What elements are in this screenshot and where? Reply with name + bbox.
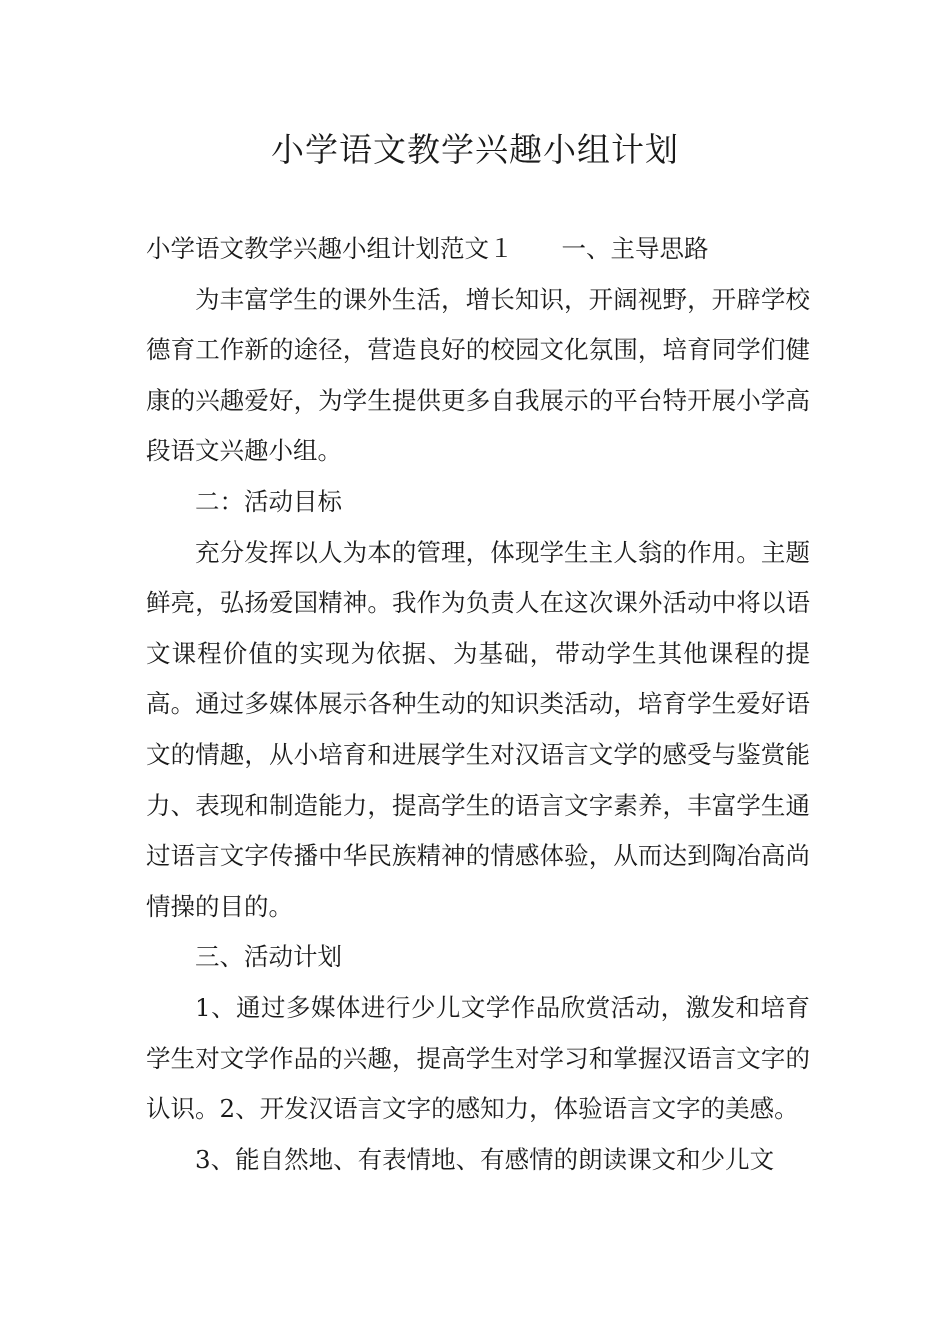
document-subtitle: 小学语文教学兴趣小组计划范文１ xyxy=(146,234,514,263)
document-title: 小学语文教学兴趣小组计划 xyxy=(271,130,679,169)
paragraph-goals: 充分发挥以人为本的管理，体现学生主人翁的作用。主题鲜亮，弘扬爱国精神。我作为负责人在这次课外活动中将以语文课程价值的实现为依据、为基础，带动学生其他课程的提高。通过多媒体展示各种生动的知识类活动，培育学生爱好语文的情趣，从小培育和进展学生对汉语言文学的感受与鉴赏能力、表现和制造能力，提高学生的语言文字素养，丰富学生通过语言文字传播中华民族精神的情感体验，从而达到陶冶高尚情操的目的。 xyxy=(146,537,810,921)
paragraph-plan-1-2: 1、通过多媒体进行少儿文学作品欣赏活动，激发和培育学生对文学作品的兴趣，提高学生对学习和掌握汉语言文字的认识。2、开发汉语言文字的感知力，体验语言文字的美感。 xyxy=(146,992,810,1124)
paragraph-plan-3: 3、能自然地、有表情地、有感情的朗读课文和少儿文 xyxy=(195,1144,775,1174)
paragraph-purpose: 为丰富学生的课外生活，增长知识，开阔视野，开辟学校德育工作新的途径，营造良好的校园文化氛围，培育同学们健康的兴趣爱好，为学生提供更多自我展示的平台特开展小学高段语文兴趣小组。 xyxy=(146,284,810,466)
heading-line xyxy=(146,224,810,275)
section-heading-1: 一、主导思路 xyxy=(561,234,709,263)
document-body xyxy=(146,224,810,1185)
section-heading-3: 三、活动计划 xyxy=(195,942,342,972)
section-heading-2: 二：活动目标 xyxy=(195,486,342,516)
